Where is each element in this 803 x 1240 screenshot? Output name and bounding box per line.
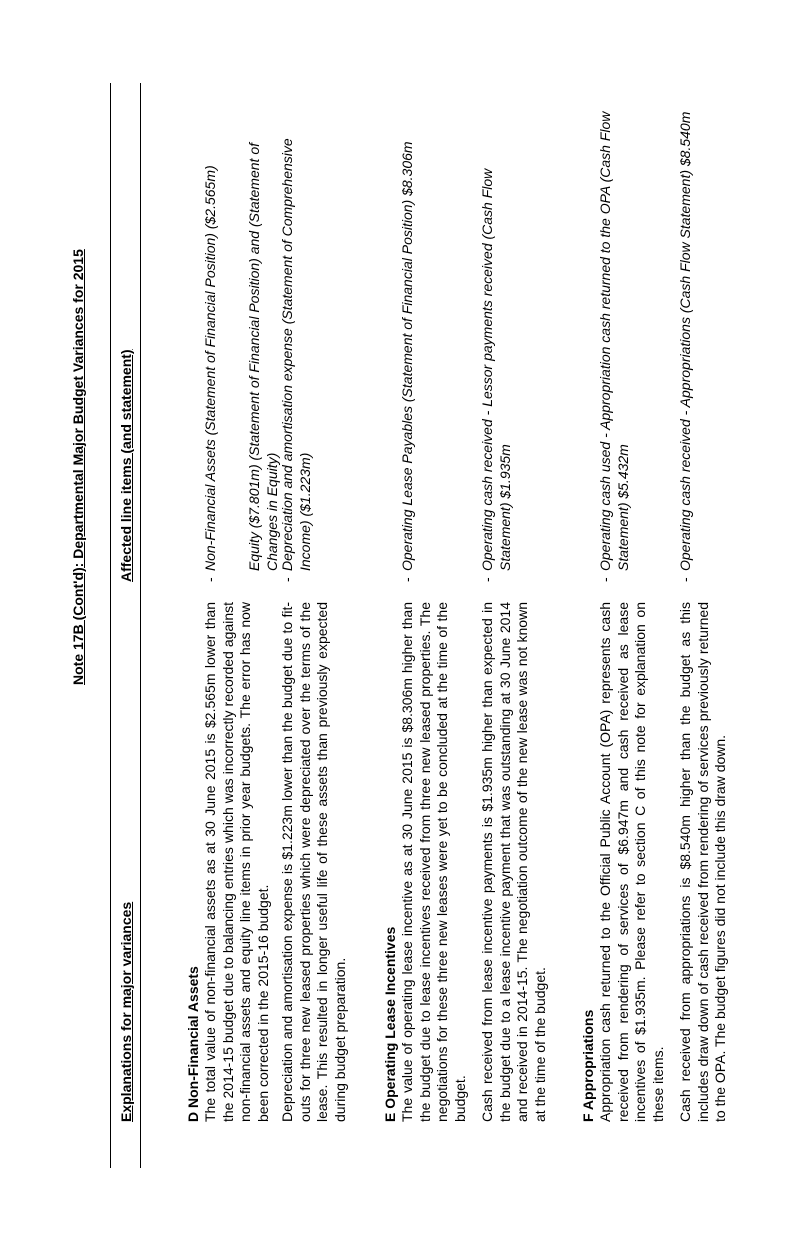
- column-header-affected-items: Affected line items (and statement): [118, 349, 134, 582]
- section-d-item-1: - Non-Financial Assets (Statement of Financial Position) ($2.565m): [202, 165, 218, 582]
- section-f-item-2: - Operating cash received - Appropriations (Cash Flow Statement) $8.540m: [677, 111, 693, 582]
- header-rule-top: [110, 83, 111, 1168]
- section-d-paragraph-1: The total value of non-financial assets as at 30 June 2015 is $2.565m lower than the 2014-15 budget due to balancing entries which was incorrectly recorded against non-financial assets and equity line items in prior year budgets. The error has now been corrected in the 2015-16 budget.: [202, 602, 271, 1122]
- note-title: Note 17B (Cont'd): Departmental Major Budget Variances for 2015: [70, 249, 86, 685]
- section-f-item-1: - Operating cash used - Appropriation cash returned to the OPA (Cash Flow Statement) $5.432m: [597, 111, 631, 582]
- section-f-paragraph-1: Appropriation cash returned to the Official Public Account (OPA) represents cash received from rendering of services of $6.947m and cash received as lease incentives of $1.935m. Please refer to section C of this note for explanation on these items.: [597, 602, 666, 1122]
- column-header-explanations: Explanations for major variances: [118, 901, 134, 1122]
- section-e-paragraph-2: Cash received from lease incentive payments is $1.935m higher than expected in the budget due to a lease incentive payment that was outstanding at 30 June 2014 and received in 2014-15. The negotiation outcome of the new lease was not known at the time of the budget.: [479, 602, 548, 1122]
- dash-bullet: -: [597, 577, 613, 582]
- dash-bullet: -: [399, 577, 415, 582]
- section-heading-e: E Operating Lease Incentives: [382, 926, 398, 1122]
- dash-bullet: -: [677, 577, 693, 582]
- header-rule-bottom: [140, 83, 141, 1168]
- dash-bullet: -: [279, 577, 295, 582]
- dash-bullet: -: [479, 577, 495, 582]
- section-f-paragraph-2: Cash received from appropriations is $8.540m higher than the budget as this includes draw down of cash received from rendering of services previously returned to the OPA. The budget figures did not include this draw down.: [677, 602, 728, 1122]
- section-d-item-2: Equity ($7.801m) (Statement of Financial Position) and (Statement of Changes in Equity): [246, 143, 280, 571]
- section-e-paragraph-1: The value of operating lease incentive as at 30 June 2015 is $8.306m higher than the budget due to lease incentives received from three new leased properties. The negotiations for these three new leases were yet to be concluded at the time of the budget.: [399, 602, 468, 1122]
- dash-bullet: -: [202, 577, 218, 582]
- section-d-item-3: - Depreciation and amortisation expense (Statement of Comprehensive Income) ($1.223m): [279, 138, 313, 582]
- section-e-item-2: - Operating cash received - Lessor payments received (Cash Flow Statement) $1.935m: [479, 168, 513, 582]
- section-d-paragraph-2: Depreciation and amortisation expense is $1.223m lower than the budget due to fit-outs for three new leased properties which were depreciated over the terms of the lease. This resulted in longer useful life of these assets than previously expected during budget preparation.: [279, 602, 348, 1122]
- section-e-item-1: - Operating Lease Payables (Statement of Financial Position) $8.306m: [399, 141, 415, 582]
- section-heading-d: D Non-Financial Assets: [185, 966, 201, 1122]
- section-heading-f: F Appropriations: [580, 1009, 596, 1122]
